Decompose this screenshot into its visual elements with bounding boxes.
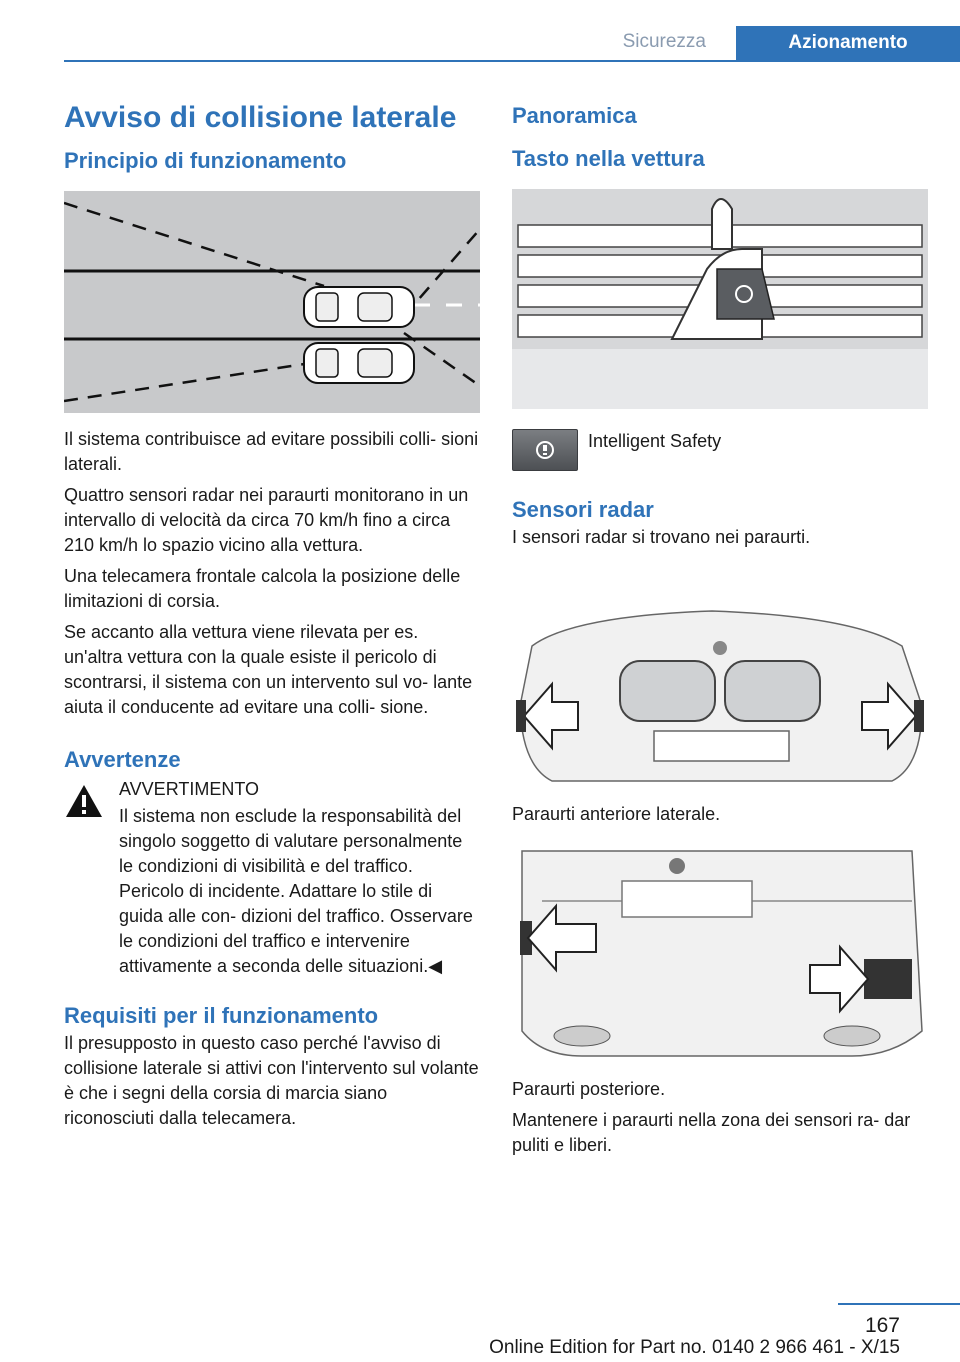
- car-icon: [304, 287, 414, 327]
- paragraph: Se accanto alla vettura viene rilevata per es. un'altra vettura con la quale esiste il pericolo di scontrarsi, il sistema con un intervento sul vo‐ lante aiuta il conducente ad evitare una colli‐ sione.: [64, 622, 473, 717]
- section-heading-button: Tasto nella vettura: [512, 146, 705, 171]
- vehicle-button-figure: [512, 189, 928, 409]
- paragraph: Il sistema contribuisce ad evitare possibili colli‐ sioni laterali.: [64, 429, 479, 474]
- right-column: [512, 96, 930, 1158]
- header-rule: [64, 60, 960, 62]
- rear-bumper-figure: [512, 841, 928, 1063]
- warning-block: [64, 777, 480, 979]
- tab-sicurezza[interactable]: Sicurezza: [622, 31, 706, 52]
- lane-diagram-figure: [64, 191, 480, 413]
- warning-title: AVVERTIMENTO: [119, 779, 260, 799]
- section-heading-overview: Panoramica: [512, 103, 637, 128]
- front-bumper-figure: [512, 566, 928, 788]
- footer-rule: [838, 1303, 960, 1305]
- button-label: Intelligent Safety: [588, 431, 722, 451]
- section-heading-warnings: Avvertenze: [64, 747, 181, 772]
- paragraph: Una telecamera frontale calcola la posizione delle limitazioni di corsia.: [64, 566, 461, 611]
- section-heading-requirements: Requisiti per il funzionamento: [64, 1003, 379, 1028]
- car-icon: [304, 343, 414, 383]
- section-heading-radar: Sensori radar: [512, 497, 654, 522]
- edition-note: Online Edition for Part no. 0140 2 966 461 - X/15: [489, 1337, 900, 1358]
- paragraph: Quattro sensori radar nei paraurti monitorano in un intervallo di velocità da circa 70 km/h fino a circa 210 km/h lo spazio vicino alla vettura.: [64, 485, 469, 555]
- button-legend-row: [512, 429, 930, 475]
- paragraph: I sensori radar si trovano nei paraurti.: [512, 527, 811, 547]
- paragraph: Mantenere i paraurti nella zona dei sensori ra‐ dar puliti e liberi.: [512, 1110, 911, 1155]
- warning-text: Il sistema non esclude la responsabilità del singolo soggetto di valutare personalmente le condizioni di visibilità e del traffico. Pericolo di incidente. Adattare lo stile di guida alle con‐ dizioni del traffico. Osservare le condizioni del traffico e intervenire attivamente a seconda delle situazioni.◀: [119, 806, 473, 976]
- page-header: [64, 26, 960, 62]
- page-number: 167: [864, 1314, 900, 1337]
- intelligent-safety-icon: [513, 430, 577, 470]
- intelligent-safety-button[interactable]: [512, 429, 578, 471]
- tab-azionamento[interactable]: Azionamento: [736, 26, 960, 62]
- left-column: [64, 96, 480, 1131]
- page-title: Avviso di collisione laterale: [64, 101, 457, 134]
- figure-caption: Paraurti anteriore laterale.: [512, 804, 721, 824]
- figure-caption: Paraurti posteriore.: [512, 1079, 666, 1099]
- section-heading-principle: Principio di funzionamento: [64, 148, 347, 173]
- paragraph: Il presupposto in questo caso perché l'avviso di collisione laterale si attivi con l'intervento sul volante è che i segni della corsia di marcia siano riconosciuti dalla telecamera.: [64, 1033, 479, 1128]
- warning-triangle-icon: [64, 783, 104, 819]
